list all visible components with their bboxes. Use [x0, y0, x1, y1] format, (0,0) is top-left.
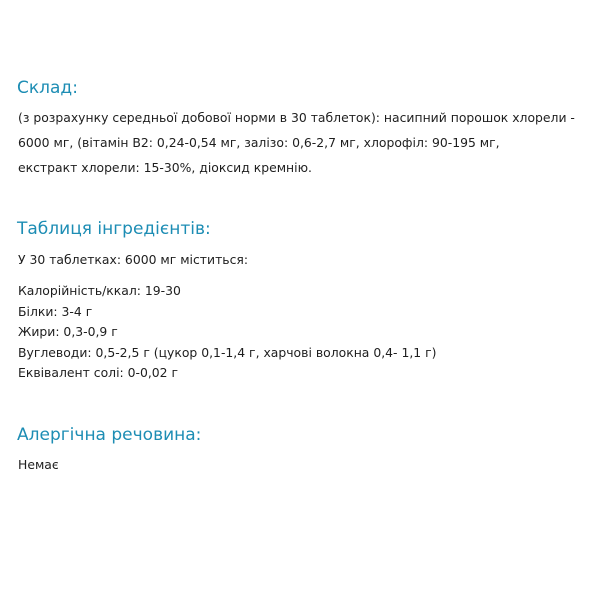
nutrient-salt: Еквівалент солі: 0-0,02 г: [18, 365, 179, 380]
ingredients-heading: Таблиця інгредієнтів:: [17, 219, 211, 239]
composition-heading-text: Склад: [17, 78, 73, 98]
composition-line: (з розрахунку середньої добової норми в 30 таблеток): насипний порошок хлорели -: [18, 110, 575, 125]
nutrient-fat: Жири: 0,3-0,9 г: [18, 324, 118, 339]
allergen-heading: Алергічна речовина:: [17, 425, 202, 445]
composition-heading-colon: :: [72, 78, 78, 98]
composition-heading: [17, 78, 78, 98]
ingredients-intro: У 30 таблетках: 6000 мг міститься:: [18, 252, 249, 267]
allergen-value: Немає: [18, 457, 59, 472]
composition-line: 6000 мг, (вітамін В2: 0,24-0,54 мг, залізо: 0,6-2,7 мг, хлорофіл: 90-195 мг,: [18, 135, 500, 150]
nutrient-calories: Калорійність/ккал: 19-30: [18, 283, 181, 298]
composition-text: [18, 110, 575, 185]
nutrient-protein: Білки: 3-4 г: [18, 303, 93, 319]
nutrient-carbohydrates: Вуглеводи: 0,5-2,5 г (цукор 0,1-1,4 г, харчові волокна 0,4- 1,1 г): [18, 344, 437, 360]
composition-line: екстракт хлорели: 15-30%, діоксид кремнію.: [18, 160, 312, 175]
nutrient-list: [18, 283, 436, 386]
